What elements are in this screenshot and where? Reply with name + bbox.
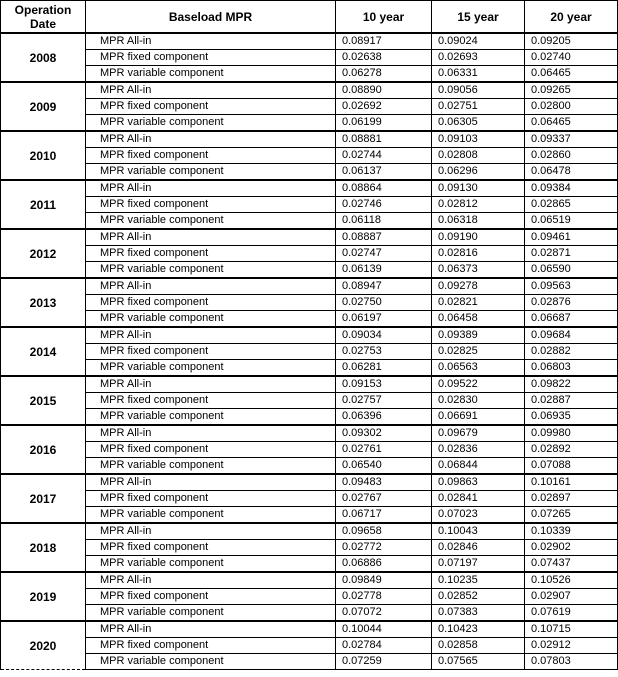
table-row (1, 50, 618, 66)
mpr-value-cell: 0.06197 (336, 311, 432, 328)
table-row (1, 82, 618, 99)
mpr-value-cell: 0.06691 (432, 409, 525, 426)
mpr-value-cell: 0.09679 (432, 425, 525, 442)
mpr-value-cell: 0.09822 (525, 376, 618, 393)
mpr-value-cell: 0.02912 (525, 638, 618, 654)
mpr-component-label: MPR All-in (86, 82, 336, 99)
mpr-value-cell: 0.02858 (432, 638, 525, 654)
mpr-value-cell: 0.08864 (336, 180, 432, 197)
table-body (1, 33, 618, 670)
mpr-component-label: MPR fixed component (86, 148, 336, 164)
mpr-value-cell: 0.09658 (336, 523, 432, 540)
mpr-component-label: MPR All-in (86, 327, 336, 344)
mpr-value-cell: 0.02784 (336, 638, 432, 654)
mpr-value-cell: 0.02750 (336, 295, 432, 311)
mpr-component-label: MPR All-in (86, 474, 336, 491)
operation-year: 2012 (1, 229, 86, 278)
mpr-value-cell: 0.07803 (525, 654, 618, 670)
mpr-value-cell: 0.02808 (432, 148, 525, 164)
table-row (1, 442, 618, 458)
table-row (1, 180, 618, 197)
table-row (1, 409, 618, 426)
mpr-value-cell: 0.09103 (432, 131, 525, 148)
mpr-value-cell: 0.07383 (432, 605, 525, 622)
mpr-value-cell: 0.06118 (336, 213, 432, 230)
table-row (1, 425, 618, 442)
operation-year: 2016 (1, 425, 86, 474)
mpr-value-cell: 0.08887 (336, 229, 432, 246)
mpr-value-cell: 0.09056 (432, 82, 525, 99)
header-operation-date: Operation Date (1, 1, 86, 34)
mpr-value-cell: 0.02747 (336, 246, 432, 262)
table-row (1, 523, 618, 540)
mpr-component-label: MPR fixed component (86, 246, 336, 262)
mpr-value-cell: 0.06478 (525, 164, 618, 181)
table-row (1, 360, 618, 377)
operation-year: 2014 (1, 327, 86, 376)
mpr-value-cell: 0.02887 (525, 393, 618, 409)
mpr-value-cell: 0.06935 (525, 409, 618, 426)
mpr-value-cell: 0.09205 (525, 33, 618, 50)
mpr-value-cell: 0.02761 (336, 442, 432, 458)
mpr-value-cell: 0.10339 (525, 523, 618, 540)
mpr-value-cell: 0.02860 (525, 148, 618, 164)
mpr-value-cell: 0.09863 (432, 474, 525, 491)
mpr-component-label: MPR fixed component (86, 393, 336, 409)
mpr-value-cell: 0.02852 (432, 589, 525, 605)
mpr-value-cell: 0.09034 (336, 327, 432, 344)
table-row (1, 621, 618, 638)
mpr-component-label: MPR variable component (86, 605, 336, 622)
mpr-value-cell: 0.09024 (432, 33, 525, 50)
mpr-component-label: MPR fixed component (86, 589, 336, 605)
mpr-value-cell: 0.06296 (432, 164, 525, 181)
table-row (1, 327, 618, 344)
mpr-value-cell: 0.02825 (432, 344, 525, 360)
header-20-year: 20 year (525, 1, 618, 34)
mpr-value-cell: 0.02767 (336, 491, 432, 507)
mpr-component-label: MPR variable component (86, 556, 336, 573)
mpr-value-cell: 0.02846 (432, 540, 525, 556)
mpr-value-cell: 0.06396 (336, 409, 432, 426)
operation-year: 2017 (1, 474, 86, 523)
mpr-value-cell: 0.07265 (525, 507, 618, 524)
mpr-component-label: MPR fixed component (86, 295, 336, 311)
mpr-component-label: MPR fixed component (86, 540, 336, 556)
mpr-value-cell: 0.02800 (525, 99, 618, 115)
mpr-value-cell: 0.02871 (525, 246, 618, 262)
mpr-value-cell: 0.02812 (432, 197, 525, 213)
mpr-value-cell: 0.02693 (432, 50, 525, 66)
mpr-value-cell: 0.06281 (336, 360, 432, 377)
table-row (1, 589, 618, 605)
mpr-value-cell: 0.02757 (336, 393, 432, 409)
table-row (1, 164, 618, 181)
mpr-value-cell: 0.07072 (336, 605, 432, 622)
mpr-value-cell: 0.02892 (525, 442, 618, 458)
mpr-component-label: MPR variable component (86, 115, 336, 132)
mpr-component-label: MPR variable component (86, 409, 336, 426)
table-row (1, 344, 618, 360)
mpr-value-cell: 0.06886 (336, 556, 432, 573)
mpr-value-cell: 0.02740 (525, 50, 618, 66)
operation-year: 2018 (1, 523, 86, 572)
mpr-component-label: MPR All-in (86, 425, 336, 442)
mpr-component-label: MPR fixed component (86, 491, 336, 507)
operation-year: 2019 (1, 572, 86, 621)
mpr-value-cell: 0.10043 (432, 523, 525, 540)
mpr-value-cell: 0.09153 (336, 376, 432, 393)
mpr-value-cell: 0.09337 (525, 131, 618, 148)
mpr-value-cell: 0.06519 (525, 213, 618, 230)
mpr-value-cell: 0.02865 (525, 197, 618, 213)
mpr-component-label: MPR fixed component (86, 344, 336, 360)
mpr-value-cell: 0.06331 (432, 66, 525, 83)
operation-year: 2013 (1, 278, 86, 327)
mpr-value-cell: 0.09849 (336, 572, 432, 589)
mpr-value-cell: 0.07437 (525, 556, 618, 573)
mpr-value-cell: 0.02692 (336, 99, 432, 115)
mpr-value-cell: 0.10161 (525, 474, 618, 491)
table-row (1, 605, 618, 622)
mpr-value-cell: 0.02876 (525, 295, 618, 311)
mpr-value-cell: 0.09389 (432, 327, 525, 344)
mpr-component-label: MPR fixed component (86, 197, 336, 213)
mpr-component-label: MPR All-in (86, 376, 336, 393)
table-row (1, 115, 618, 132)
mpr-value-cell: 0.06278 (336, 66, 432, 83)
mpr-value-cell: 0.02638 (336, 50, 432, 66)
table-row (1, 99, 618, 115)
mpr-component-label: MPR fixed component (86, 50, 336, 66)
mpr-value-cell: 0.08890 (336, 82, 432, 99)
mpr-value-cell: 0.06540 (336, 458, 432, 475)
mpr-value-cell: 0.02816 (432, 246, 525, 262)
mpr-value-cell: 0.07619 (525, 605, 618, 622)
mpr-value-cell: 0.02744 (336, 148, 432, 164)
table-row (1, 295, 618, 311)
mpr-component-label: MPR variable component (86, 654, 336, 670)
table-row (1, 229, 618, 246)
mpr-value-cell: 0.06844 (432, 458, 525, 475)
table-row (1, 540, 618, 556)
mpr-value-cell: 0.08881 (336, 131, 432, 148)
mpr-value-cell: 0.09130 (432, 180, 525, 197)
table-row (1, 213, 618, 230)
mpr-value-cell: 0.06139 (336, 262, 432, 279)
mpr-value-cell: 0.02821 (432, 295, 525, 311)
mpr-component-label: MPR All-in (86, 621, 336, 638)
mpr-component-label: MPR fixed component (86, 638, 336, 654)
table-row (1, 246, 618, 262)
table-row (1, 491, 618, 507)
mpr-value-cell: 0.06137 (336, 164, 432, 181)
mpr-value-cell: 0.02778 (336, 589, 432, 605)
mpr-value-cell: 0.06458 (432, 311, 525, 328)
table-row (1, 376, 618, 393)
mpr-value-cell: 0.06465 (525, 66, 618, 83)
mpr-component-label: MPR variable component (86, 458, 336, 475)
mpr-value-cell: 0.02902 (525, 540, 618, 556)
header-15-year: 15 year (432, 1, 525, 34)
operation-year: 2008 (1, 33, 86, 82)
mpr-value-cell: 0.02836 (432, 442, 525, 458)
mpr-value-cell: 0.10715 (525, 621, 618, 638)
mpr-component-label: MPR variable component (86, 360, 336, 377)
mpr-component-label: MPR All-in (86, 278, 336, 295)
mpr-value-cell: 0.02882 (525, 344, 618, 360)
mpr-value-cell: 0.06199 (336, 115, 432, 132)
table-row (1, 474, 618, 491)
table-row (1, 572, 618, 589)
table-row (1, 556, 618, 573)
mpr-value-cell: 0.09461 (525, 229, 618, 246)
mpr-value-cell: 0.06563 (432, 360, 525, 377)
mpr-value-cell: 0.02830 (432, 393, 525, 409)
header-10-year: 10 year (336, 1, 432, 34)
mpr-value-cell: 0.09522 (432, 376, 525, 393)
mpr-value-cell: 0.09980 (525, 425, 618, 442)
mpr-value-cell: 0.06318 (432, 213, 525, 230)
table-row (1, 278, 618, 295)
mpr-value-cell: 0.02907 (525, 589, 618, 605)
mpr-value-cell: 0.02897 (525, 491, 618, 507)
mpr-component-label: MPR All-in (86, 131, 336, 148)
mpr-component-label: MPR All-in (86, 33, 336, 50)
mpr-value-cell: 0.09384 (525, 180, 618, 197)
mpr-value-cell: 0.02841 (432, 491, 525, 507)
mpr-value-cell: 0.06687 (525, 311, 618, 328)
mpr-component-label: MPR variable component (86, 164, 336, 181)
mpr-component-label: MPR variable component (86, 311, 336, 328)
mpr-value-cell: 0.02751 (432, 99, 525, 115)
mpr-value-cell: 0.07565 (432, 654, 525, 670)
mpr-component-label: MPR All-in (86, 523, 336, 540)
mpr-value-cell: 0.02746 (336, 197, 432, 213)
mpr-value-cell: 0.07023 (432, 507, 525, 524)
mpr-value-cell: 0.10423 (432, 621, 525, 638)
table-row (1, 148, 618, 164)
mpr-component-label: MPR variable component (86, 262, 336, 279)
mpr-component-label: MPR All-in (86, 180, 336, 197)
mpr-value-cell: 0.06803 (525, 360, 618, 377)
table-row (1, 311, 618, 328)
mpr-value-cell: 0.07088 (525, 458, 618, 475)
mpr-value-cell: 0.08947 (336, 278, 432, 295)
mpr-value-cell: 0.09190 (432, 229, 525, 246)
mpr-component-label: MPR variable component (86, 66, 336, 83)
mpr-value-cell: 0.09684 (525, 327, 618, 344)
table-row (1, 131, 618, 148)
mpr-value-cell: 0.09483 (336, 474, 432, 491)
table-row (1, 393, 618, 409)
mpr-value-cell: 0.09563 (525, 278, 618, 295)
mpr-value-cell: 0.07259 (336, 654, 432, 670)
mpr-value-cell: 0.08917 (336, 33, 432, 50)
operation-year: 2009 (1, 82, 86, 131)
mpr-value-cell: 0.09265 (525, 82, 618, 99)
mpr-component-label: MPR variable component (86, 213, 336, 230)
table-row (1, 458, 618, 475)
mpr-component-label: MPR variable component (86, 507, 336, 524)
mpr-value-cell: 0.02753 (336, 344, 432, 360)
mpr-value-cell: 0.06305 (432, 115, 525, 132)
operation-year: 2015 (1, 376, 86, 425)
header-baseload-mpr: Baseload MPR (86, 1, 336, 34)
mpr-value-cell: 0.09278 (432, 278, 525, 295)
table-row (1, 262, 618, 279)
mpr-value-cell: 0.09302 (336, 425, 432, 442)
operation-year: 2020 (1, 621, 86, 670)
table-row (1, 638, 618, 654)
operation-year: 2010 (1, 131, 86, 180)
mpr-value-cell: 0.10526 (525, 572, 618, 589)
mpr-component-label: MPR fixed component (86, 99, 336, 115)
table-row (1, 33, 618, 50)
operation-year: 2011 (1, 180, 86, 229)
header-row (1, 1, 618, 34)
table-row (1, 507, 618, 524)
table-row (1, 66, 618, 83)
mpr-value-cell: 0.06590 (525, 262, 618, 279)
mpr-value-cell: 0.06465 (525, 115, 618, 132)
mpr-value-cell: 0.07197 (432, 556, 525, 573)
mpr-value-cell: 0.06373 (432, 262, 525, 279)
mpr-value-cell: 0.10044 (336, 621, 432, 638)
table-row (1, 654, 618, 670)
table-row (1, 197, 618, 213)
mpr-component-label: MPR All-in (86, 229, 336, 246)
mpr-value-cell: 0.02772 (336, 540, 432, 556)
mpr-value-cell: 0.06717 (336, 507, 432, 524)
mpr-component-label: MPR All-in (86, 572, 336, 589)
mpr-component-label: MPR fixed component (86, 442, 336, 458)
mpr-value-cell: 0.10235 (432, 572, 525, 589)
